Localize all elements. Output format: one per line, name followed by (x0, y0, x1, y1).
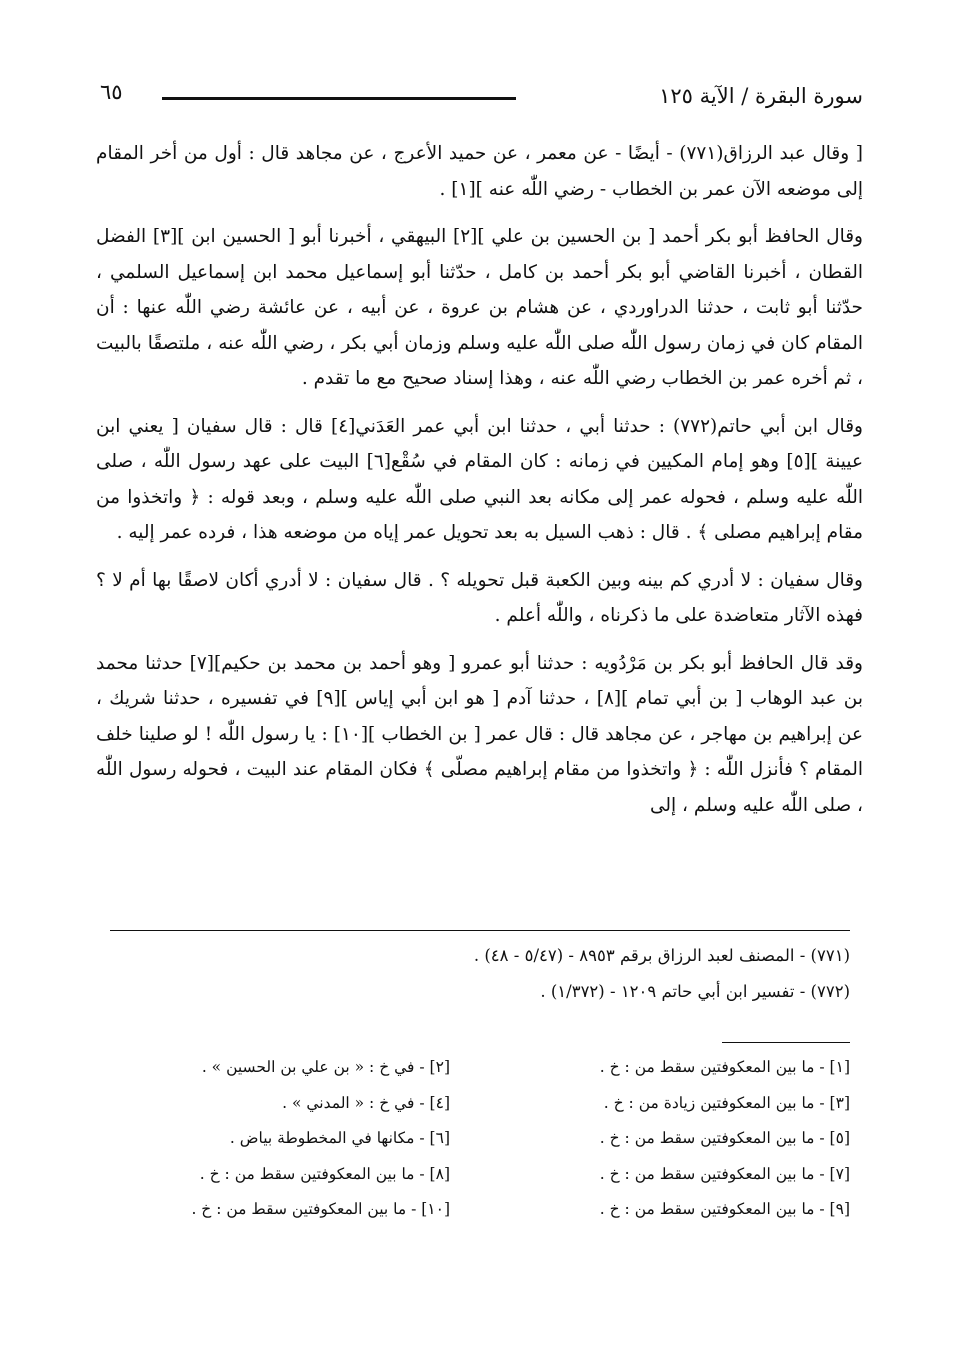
page-header (100, 80, 863, 114)
variant-note: [٧] - ما بين المعكوفتين سقط من : خ . (599, 1164, 850, 1183)
page-number: ٦٥ (100, 80, 123, 104)
paragraph: [ وقال عبد الرزاق(٧٧١) - أيضًا - عن معمر ، عن حميد الأعرج ، عن مجاهد قال : أول من أخر المقام إلى موضعه الآن عمر بن الخطاب - رضي اللّٰه عنه ][١] . (96, 143, 863, 200)
variant-note: [١٠] - ما بين المعكوفتين سقط من : خ . (191, 1200, 450, 1218)
variant-note: [٥] - ما بين المعكوفتين سقط من : خ . (599, 1129, 850, 1147)
variant-note: [٩] - ما بين المعكوفتين سقط من : خ . (599, 1200, 850, 1218)
footnote: (٧٧١) - المصنف لعبد الرزاق برقم ٨٩٥٣ - (٥/٤٧ - ٤٨) . (473, 946, 850, 965)
paragraph: وقد قال الحافظ أبو بكر بن مَرْدُويه : حدثنا أبو عمرو [ وهو أحمد بن محمد بن حكيم][٧] حدثنا محمد بن عبد الوهاب [ بن أبي تمام ][٨] ، حدثنا آدم [ هو ابن أبي إياس ][٩] في تفسيره ، حدثنا شريك ، عن إبراهيم بن مهاجر ، عن مجاهد قال : قال عمر [ بن الخطاب ][١٠] : يا رسول اللّٰه ! لو صلينا خلف المقام ؟ فأنزل اللّٰه : ﴿ واتخذوا من مقام إبراهيم مصلّى ﴾ فكان المقام عند البيت ، فحوله رسول اللّٰه ، صلى اللّٰه عليه وسلم ، إلى (96, 652, 864, 816)
main-text (96, 136, 863, 835)
variant-note: [٤] - في خ : « المدني » . (282, 1093, 450, 1112)
running-title: سورة البقرة / الآية ١٢٥ (659, 84, 863, 108)
variant-note: [٢] - في خ : « بن علي بن الحسين » . (201, 1058, 450, 1076)
paragraph: وقال ابن أبي حاتم(٧٧٢) : حدثنا أبي ، حدثنا ابن أبي عمر العَدَني[٤] قال : قال سفيان [ يعني ابن عيينة ][٥] وهو إمام المكيين في زمانه : كان المقام في سُقْع[٦] البيت على عهد رسول اللّٰه ، صلى اللّٰه عليه وسلم ، فحوله عمر إلى مكانه بعد النبي صلى اللّٰه عليه وسلم ، وبعد قوله : ﴿ واتخذوا من مقام إبراهيم مصلى ﴾ . قال : ذهب السيل به بعد تحويل عمر إياه من موضعه هذا ، فرده عمر إليه . (96, 415, 863, 543)
variant-note: [٣] - ما بين المعكوفتين زيادة من : خ . (603, 1093, 850, 1112)
footnotes (120, 938, 850, 1010)
header-rule (162, 97, 516, 100)
variant-note: [٨] - ما بين المعكوفتين سقط من : خ . (199, 1164, 450, 1183)
paragraph: وقال الحافظ أبو بكر أحمد [ بن الحسين بن علي ][٢] البيهقي ، أخبرنا أبو [ الحسين ابن ][٣] الفضل القطان ، أخبرنا القاضي أبو بكر أحمد بن كامل ، حدّثنا أبو إسماعيل محمد ابن إسماعيل السلمي ، حدّثنا أبو ثابت ، حدثنا الدراوردي ، عن هشام بن عروة ، عن أبيه ، عن عائشة رضي اللّٰه عنها : أن المقام كان في زمان رسول اللّٰه صلى اللّٰه عليه وسلم وزمان أبي بكر ، رضي اللّٰه عنه ، ملتصقًا بالبيت ، ثم أخره عمر بن الخطاب رضي اللّٰه عنه ، وهذا إسناد صحيح مع ما تقدم . (96, 226, 863, 389)
variants-column-right (520, 1050, 850, 1228)
manuscript-variants (110, 1050, 850, 1250)
paragraph: وقال سفيان : لا أدري كم بينه وبين الكعبة قبل تحويله ؟ . قال سفيان : لا أدري أكان لاصقًا بها أم لا ؟ فهذه الآثار متعاضدة على ما ذكرناه ، واللّٰه أعلم . (96, 569, 863, 626)
variant-note: [١] - ما بين المعكوفتين سقط من : خ . (599, 1058, 850, 1076)
variant-note: [٦] - مكانها في المخطوطة بياض . (229, 1129, 450, 1147)
variants-column-left (115, 1050, 450, 1228)
footnote-divider (110, 930, 850, 931)
footnote: (٧٧٢) - تفسير ابن أبي حاتم ١٢٠٩ - (١/٣٧٢) . (540, 982, 850, 1001)
variants-divider (722, 1042, 850, 1043)
